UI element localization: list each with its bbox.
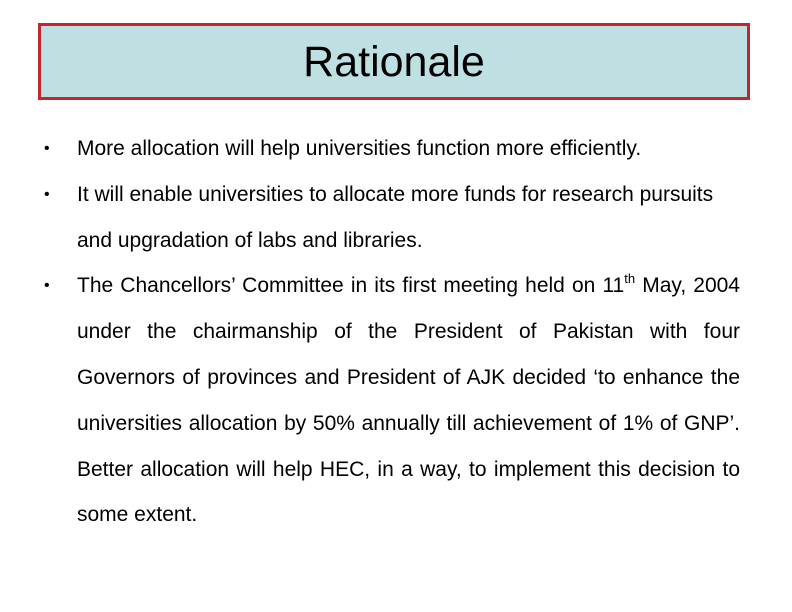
bullet-item-2 — [40, 172, 740, 264]
bullet-text-2: It will enable universities to allocate more funds for research pursuits and upgradation of labs and libraries. — [77, 182, 714, 252]
slide-title: Rationale — [303, 38, 485, 86]
bullet-item-1 — [40, 126, 740, 172]
bullet-dot-icon: • — [44, 277, 50, 295]
bullet-text-3-rest: May, 2004 under the chairmanship of the President of Pakistan with four Governors of provinces and President of AJK decided ‘to enhance the universities allocation by 50% annually till achievement of 1% of GNP’. Better allocation will help HEC, in a way, to implement this decision to some extent. — [77, 274, 740, 527]
bullet-text-1: More allocation will help universities function more efficiently. — [77, 137, 642, 160]
bullet-dot-icon: • — [44, 140, 50, 157]
bullet-dot-icon: • — [44, 185, 50, 203]
ordinal-suffix: th — [624, 271, 636, 287]
title-box — [38, 23, 750, 100]
bullet-text-3-start: The Chancellors’ Committee in its first meeting held on 11 — [77, 274, 625, 298]
bullet-item-3 — [40, 263, 740, 538]
bullet-list — [40, 126, 740, 538]
